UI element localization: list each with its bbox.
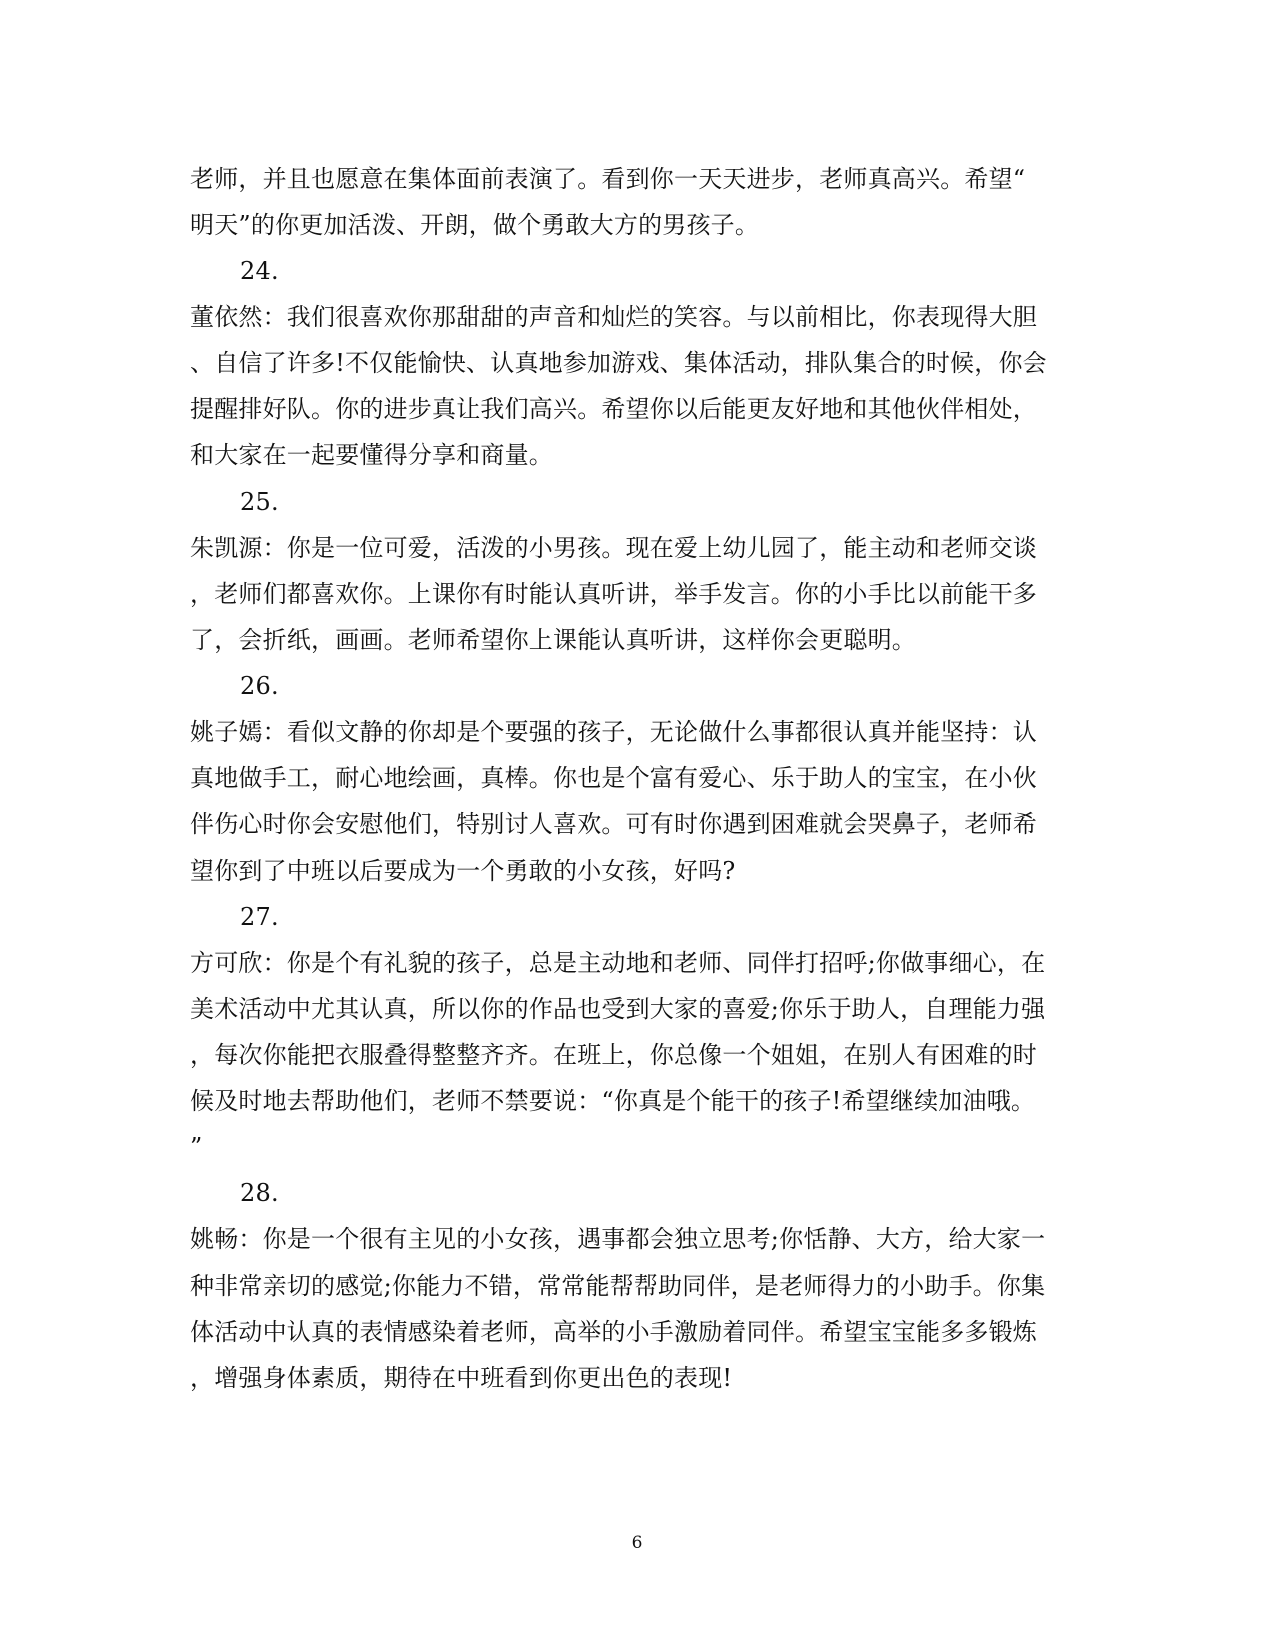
text-line: 董依然：我们很喜欢你那甜甜的声音和灿烂的笑容。与以前相比，你表现得大胆 (190, 303, 1037, 331)
entry-number: 26. (240, 672, 279, 700)
text-line: 真地做手工，耐心地绘画，真棒。你也是个富有爱心、乐于助人的宝宝，在小伙 (190, 764, 1037, 792)
text-line: 方可欣：你是个有礼貌的孩子，总是主动地和老师、同伴打招呼;你做事细心，在 (190, 949, 1046, 977)
text-line: 朱凯源：你是一位可爱，活泼的小男孩。现在爱上幼儿园了，能主动和老师交谈 (190, 534, 1037, 562)
entry-number: 27. (240, 903, 279, 931)
text-line: 种非常亲切的感觉;你能力不错，常常能帮帮助同伴，是老师得力的小助手。你集 (190, 1272, 1046, 1300)
text-line: 、自信了许多!不仅能愉快、认真地参加游戏、集体活动，排队集合的时候，你会 (190, 349, 1047, 377)
text-line: 姚畅：你是一个很有主见的小女孩，遇事都会独立思考;你恬静、大方，给大家一 (190, 1225, 1046, 1253)
entry-number: 25. (240, 488, 279, 516)
page-number: 6 (631, 1533, 643, 1553)
text-line: 体活动中认真的表情感染着老师，高举的小手激励着同伴。希望宝宝能多多锻炼 (190, 1318, 1037, 1346)
text-line: 候及时地去帮助他们，老师不禁要说：“你真是个能干的孩子!希望继续加油哦。 (190, 1087, 1036, 1115)
text-line: 老师，并且也愿意在集体面前表演了。看到你一天天进步，老师真高兴。希望“ (190, 165, 1026, 193)
text-line: 了，会折纸，画画。老师希望你上课能认真听讲，这样你会更聪明。 (190, 626, 916, 654)
text-line: ，增强身体素质，期待在中班看到你更出色的表现! (190, 1364, 733, 1392)
text-line: ，每次你能把衣服叠得整整齐齐。在班上，你总像一个姐姐，在别人有困难的时 (190, 1041, 1037, 1069)
text-line: 望你到了中班以后要成为一个勇敢的小女孩，好吗? (190, 857, 736, 885)
entry-number: 24. (240, 257, 279, 285)
text-line: 伴伤心时你会安慰他们，特别讨人喜欢。可有时你遇到困难就会哭鼻子，老师希 (190, 810, 1037, 838)
text-line: ，老师们都喜欢你。上课你有时能认真听讲，举手发言。你的小手比以前能干多 (190, 580, 1037, 608)
text-line: 明天”的你更加活泼、开朗，做个勇敢大方的男孩子。 (190, 211, 760, 239)
text-line: 美术活动中尤其认真，所以你的作品也受到大家的喜爱;你乐于助人，自理能力强 (190, 995, 1046, 1023)
entry-number: 28. (240, 1179, 279, 1207)
text-line: 和大家在一起要懂得分享和商量。 (190, 441, 553, 469)
text-line: 提醒排好队。你的进步真让我们高兴。希望你以后能更友好地和其他伙伴相处， (190, 395, 1037, 423)
text-line: ” (190, 1133, 203, 1161)
text-line: 姚子嫣：看似文静的你却是个要强的孩子，无论做什么事都很认真并能坚持：认 (190, 718, 1037, 746)
